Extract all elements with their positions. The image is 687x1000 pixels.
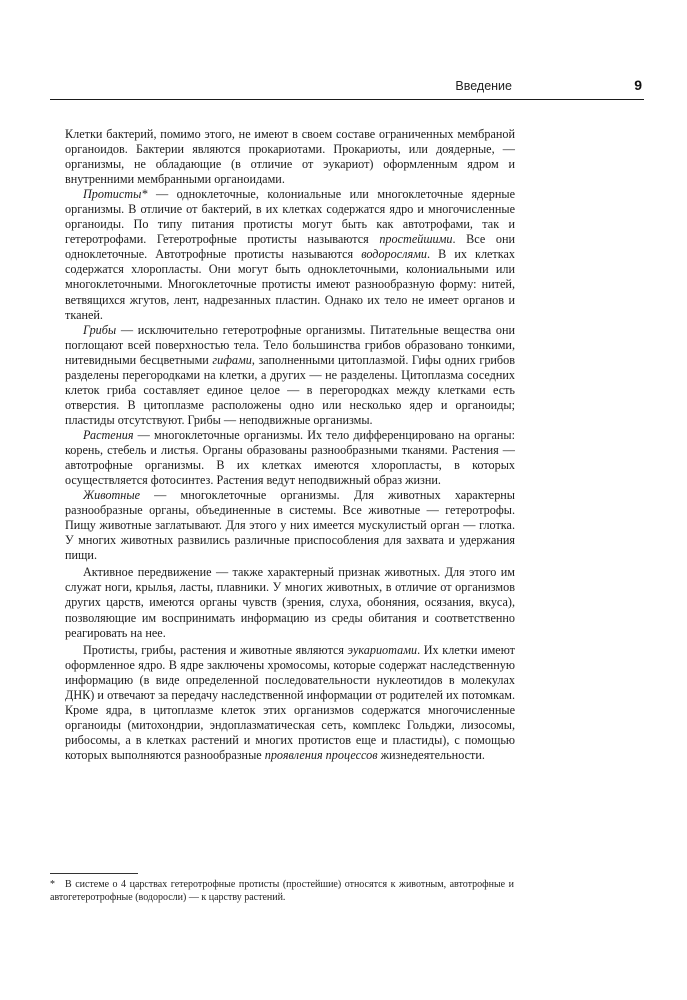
paragraph-fungi [65, 323, 515, 428]
footnote-rule [50, 873, 138, 874]
paragraph-text: . Все они одноклеточные. Автотрофные протисты называются [65, 232, 515, 262]
term-algae: водорослями [361, 247, 428, 262]
paragraph-text: Протисты, грибы, растения и животные являются [83, 642, 348, 657]
header-title: Введение [455, 79, 512, 93]
paragraph-movement [65, 565, 515, 640]
page-number: 9 [634, 77, 642, 93]
running-header [50, 77, 644, 100]
term-animals: Животные [83, 488, 140, 503]
paragraph-animals [65, 488, 515, 563]
paragraph-text: — одноклеточные, колониальные или многоклеточные ядерные организмы. В отличие от бактерий, в их клетках содержатся ядро и многочисленные органоиды. По типу питания протисты могут быть как автотрофами, так и гетеротрофами. Гетеротрофные протисты называются [65, 187, 515, 247]
term-hyphae: гифами [212, 352, 252, 367]
body-text [65, 127, 515, 763]
paragraph-text: . В их клетках содержатся хлоропласты. Они могут быть одноклеточными, колониальными или многоклеточными. Многоклеточные протисты имеют разнообразную форму: нитей, ветвящихся жгутов, лент, надрезанных пластин. Однако их тело не имеет органов и тканей. [65, 247, 515, 322]
term-protozoa: простейшими [379, 232, 453, 247]
paragraph-eukaryotes [65, 643, 515, 763]
paragraph-text: Активное передвижение — также характерный признак животных. Для этого им служат ноги, крылья, ласты, плавники. У многих животных, в отличие от организмов других царств, имеются органы чувств (зрения, слуха, обоняния, осязания, вкуса), позволяющие им воспринимать информацию из среды обитания и соответственно реагировать на нее. [65, 565, 515, 640]
paragraph-text: — многоклеточные организмы. Их тело дифференцировано на органы: корень, стебель и листья. Органы образованы разнообразными тканями. Растения — автотрофные организмы. В их клетках имеются хлоропласты, в которых осуществляется фотосинтез. Растения ведут неподвижный образ жизни. [65, 427, 515, 488]
paragraph-text: . Их клетки имеют оформленное ядро. В ядре заключены хромосомы, которые содержат наследственную информацию (в виде определенной последовательности нуклеотидов в молекулах ДНК) и отвечают за передачу наследственной информации от родителей их потомкам. Кроме ядра, в цитоплазме клеток этих организмов содержатся многочисленные органоиды (митохондрии, эндоплазматическая сеть, комплекс Гольджи, лизосомы, рибосомы, а в клетках растений и многих протистов еще и пластиды), с помощью которых выполняются разнообразные [65, 642, 515, 762]
paragraph-plants [65, 428, 515, 488]
paragraph-text: — исключительно гетеротрофные организмы. Питательные вещества они поглощают всей поверхностью тела. Тело большинства грибов образовано тонкими, нитевидными бесцветными [65, 322, 515, 367]
term-protists: Протисты* [83, 187, 148, 202]
paragraph-text: Клетки бактерий, помимо этого, не имеют в своем составе ограниченных мембраной органоидов. Бактерии являются прокариотами. Прокариоты, или доядерные, — организмы, не обладающие (в отличие от эукариот) оформленным ядром и внутренними мембранными органоидами. [65, 127, 515, 187]
footnote [50, 878, 514, 904]
paragraph-text: — многоклеточные организмы. Для животных характерны разнообразные органы, объединенные в системы. Все животные — гетеротрофы. Пищу животные заглатывают. Для этого у них имеется мускулистый орган — глотка. У многих животных развились различные приспособления для захвата и удержания пищи. [65, 488, 515, 563]
term-eukaryotes: эукариотами [347, 642, 418, 657]
term-fungi: Грибы [83, 322, 117, 337]
footnote-text: В системе о 4 царствах гетеротрофные протисты (простейшие) относятся к животным, автотрофные и автогетеротрофные (водоросли) — к царству растений. [50, 879, 514, 903]
paragraph-text: , заполненными цитоплазмой. Гифы одних грибов разделены перегородками на клетки, а других — не разделены. Цитоплазма соседних клеток гриба составляет единое целое — в перегородках между клетками есть отверстия. В цитоплазме расположены одно или несколько ядер и органоиды; пластиды отсутствуют. Грибы — неподвижные организмы. [65, 352, 515, 427]
paragraph-bacteria [65, 127, 515, 187]
footnote-mark: * [50, 879, 55, 890]
term-life-processes: проявления процессов [264, 747, 378, 762]
term-plants: Растения [83, 427, 134, 442]
paragraph-protists [65, 187, 515, 322]
paragraph-text: жизнедеятельности. [377, 747, 485, 762]
